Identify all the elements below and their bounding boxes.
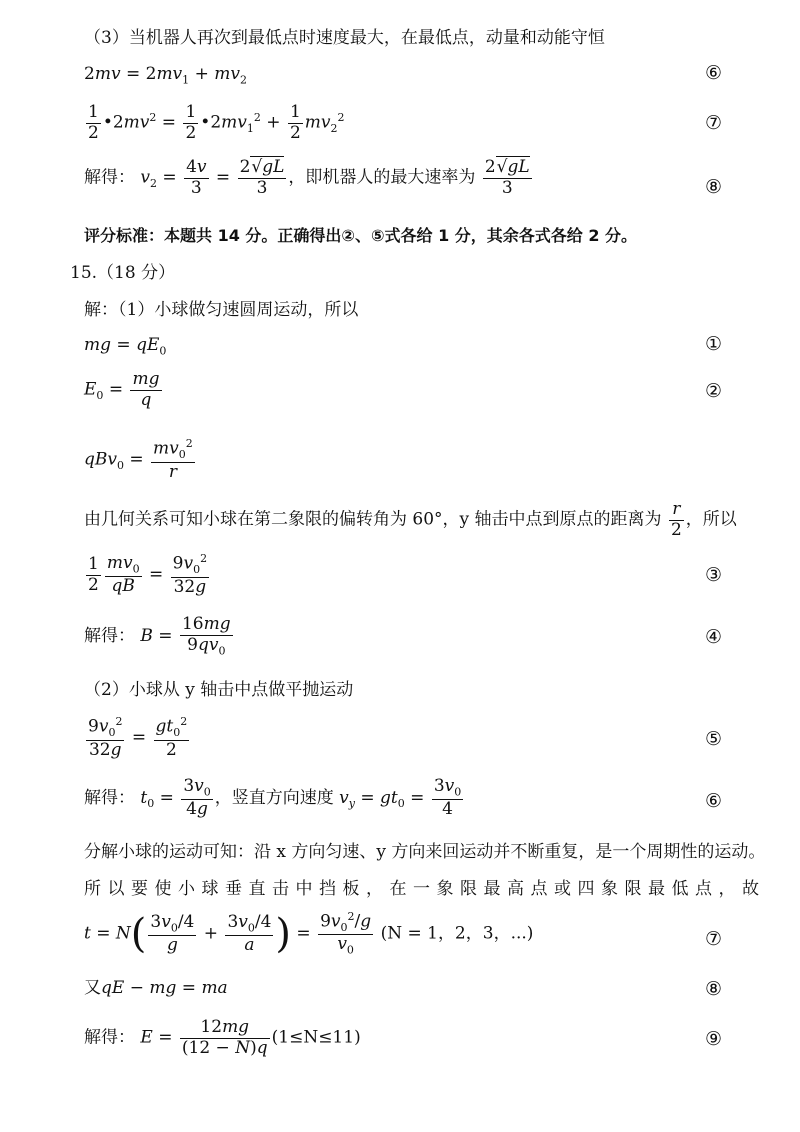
- s15-part1-text: 解：（1）小球做匀速圆周运动，所以: [84, 300, 359, 320]
- s15-eq7: t = N( $\frac{3v_0/4}{g}$ + $\frac{3v_0/4}{a}$ ) = $\frac{9v_0^2/g}{v_0}$ (N = 1，2，3，...): [84, 909, 534, 957]
- s15-part2-text: （2）小球从 y 轴击中点做平抛运动: [84, 680, 354, 700]
- marker-2: ②: [705, 380, 723, 402]
- s14-solve-line: 解得： $v_2$ = $\frac{4v}{3}$ = $\frac{2√gL}{3}$ ，即机器人的最大速率为 $\frac{2√gL}{3}$: [84, 157, 530, 198]
- marker-5: ⑤: [705, 728, 723, 750]
- s15-eq6: 解得： $t_0$ = $\frac{3v_0}{4g}$ ，竖直方向速度 $v_y = gt_0$ = $\frac{3v_0}{4}$: [84, 776, 462, 820]
- eq9-range: (1≤N≤11): [271, 1027, 361, 1048]
- marker-7-b: ⑦: [705, 928, 723, 950]
- marker-6-a: ⑥: [705, 62, 723, 84]
- s15-eq9: 解得： E = $\frac{12mg}{(12 - N)q}$ (1≤N≤11): [84, 1017, 361, 1058]
- geometry-text-b: ，所以: [685, 509, 737, 530]
- geometry-text-a: 由几何关系可知小球在第二象限的偏转角为 60°，y 轴击中点到原点的距离为: [84, 509, 662, 530]
- s15-eq5: $\frac{9v_0^2}{32g}$ = $\frac{gt_0^2}{2}$: [88, 715, 188, 760]
- s15-eq-force: qBv$_0$ = $\frac{mv_0^2}{r}$: [84, 437, 193, 482]
- s15-geometry-text: 由几何关系可知小球在第二象限的偏转角为 60°，y 轴击中点到原点的距离为 $\frac{r}{2}$ ，所以: [84, 499, 737, 540]
- marker-3: ③: [705, 564, 723, 586]
- eq7-n-range: (N = 1，2，3，...): [380, 923, 534, 944]
- s14-eq6: $2mv = 2mv_1 + mv_2$: [84, 64, 247, 87]
- s15-eq4: 解得： B = $\frac{16mg}{9qv_0}$: [84, 614, 231, 657]
- solve-prefix: 解得：: [84, 167, 135, 188]
- marker-8-b: ⑧: [705, 978, 723, 1000]
- eq6-prefix: 解得：: [84, 787, 135, 808]
- s15-heading: 15.（18 分）: [70, 263, 176, 283]
- marker-1: ①: [705, 333, 723, 355]
- marker-4: ④: [705, 626, 723, 648]
- s15-eq3: $\frac{1}{2}$ $\frac{mv_0}{qB}$ = $\frac{9v_0^2}{32g}$: [88, 552, 208, 597]
- solve-mid: ，即机器人的最大速率为: [288, 167, 476, 188]
- eq8-prefix: 又: [84, 978, 101, 998]
- marker-7-a: ⑦: [705, 112, 723, 134]
- marker-6-b: ⑥: [705, 790, 723, 812]
- eq9-prefix: 解得：: [84, 1027, 135, 1048]
- s15-para2: 所以要使小球垂直击中挡板，在一象限最高点或四象限最低点，故: [84, 879, 766, 899]
- eq6-mid: ，竖直方向速度: [214, 787, 334, 808]
- eq4-prefix: 解得：: [84, 625, 135, 646]
- s15-eq8: 又qE − mg = ma: [84, 978, 228, 998]
- s15-eq1: mg = $qE_0$: [84, 335, 167, 358]
- s15-eq2: $E_0$ = $\frac{mg}{q}$: [84, 369, 160, 410]
- s14-grading: 评分标准：本题共 14 分。正确得出②、⑤式各给 1 分，其余各式各给 2 分。: [84, 226, 638, 245]
- s14-eq7: $\frac{1}{2}$ $•2mv^2$ = $\frac{1}{2}$ $•2mv_1^2$ + $\frac{1}{2}$ $mv_2^2$: [88, 102, 345, 143]
- s14-part3-text: （3）当机器人再次到最低点时速度最大，在最低点，动量和动能守恒: [84, 28, 605, 48]
- marker-9: ⑨: [705, 1028, 723, 1050]
- s15-para1: 分解小球的运动可知：沿 x 方向匀速、y 方向来回运动并不断重复，是一个周期性的运动。: [84, 842, 766, 862]
- marker-8-a: ⑧: [705, 176, 723, 198]
